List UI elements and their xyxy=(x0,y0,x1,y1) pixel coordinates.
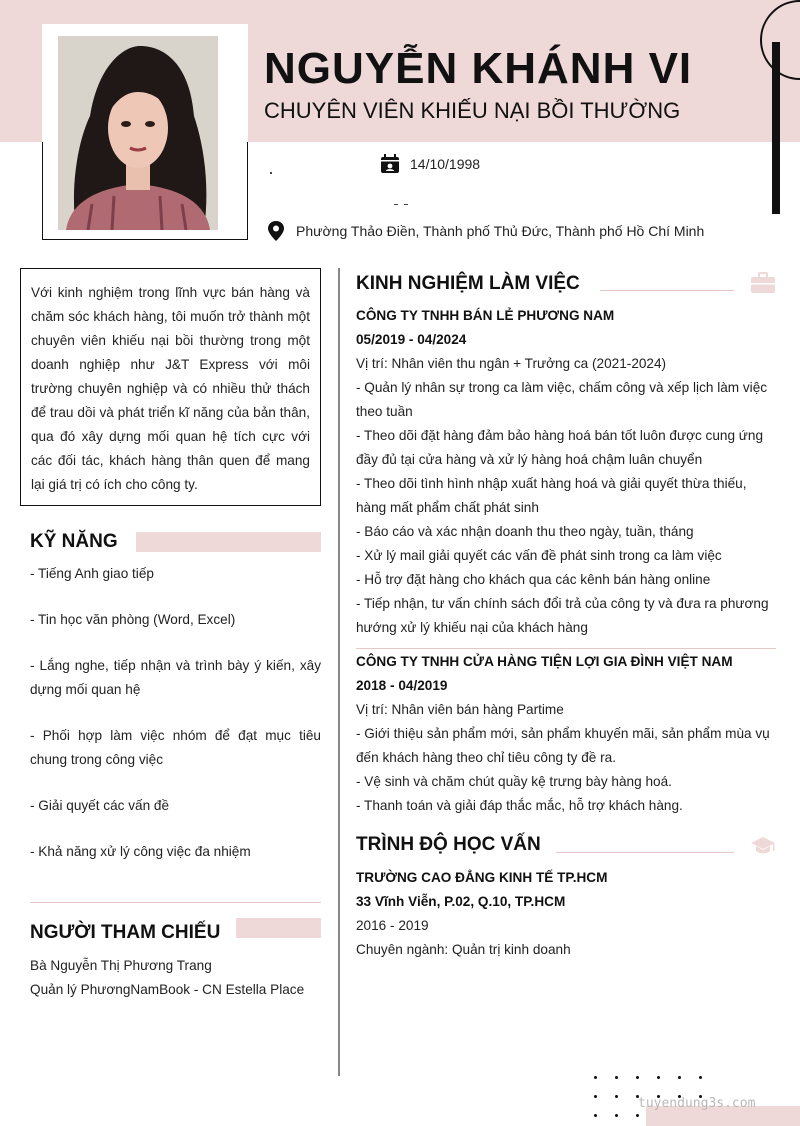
job-company: CÔNG TY TNHH BÁN LẺ PHƯƠNG NAM xyxy=(356,308,615,323)
job-divider xyxy=(356,648,776,649)
skill-item: - Giải quyết các vấn đề xyxy=(30,798,170,813)
school-major: Chuyên ngành: Quản trị kinh doanh xyxy=(356,942,571,957)
summary-text: Với kinh nghiệm trong lĩnh vực bán hàng và chăm sóc khách hàng, tôi muốn trở thành một chuyên viên khiếu nại bồi thường trong một doanh nghiệp như J&T Express với môi trường chuyên nghiệp và có nhiều thử thách để trau dồi và phát triển kĩ năng của bản thân, qua đó xây dựng mối quan hệ tích cực với các đối tác, khách hàng thân quen để mang lại giá trị có ích cho công ty. xyxy=(31,285,310,492)
experience-heading-line xyxy=(600,290,734,291)
location-pin-icon xyxy=(266,220,286,242)
job-period: 2018 - 04/2019 xyxy=(356,678,448,693)
decorative-dash xyxy=(394,204,398,205)
candidate-name: NGUYỄN KHÁNH VI xyxy=(264,44,693,93)
references-heading: NGƯỜI THAM CHIẾU xyxy=(30,922,221,943)
candidate-title: CHUYÊN VIÊN KHIẾU NẠI BỒI THƯỜNG xyxy=(264,98,681,123)
job-company: CÔNG TY TNHH CỬA HÀNG TIỆN LỢI GIA ĐÌNH VIỆT NAM xyxy=(356,654,733,669)
graduation-cap-icon xyxy=(750,836,776,856)
skills-heading: KỸ NĂNG xyxy=(30,531,118,552)
job-line: - Quản lý nhân sự trong ca làm việc, chấm công và xếp lịch làm việc theo tuần xyxy=(356,380,768,419)
skill-item: - Tiếng Anh giao tiếp xyxy=(30,566,154,581)
skill-item: - Tin học văn phòng (Word, Excel) xyxy=(30,612,236,627)
decorative-dot xyxy=(270,172,272,174)
references-divider xyxy=(30,902,321,903)
address-row xyxy=(266,220,704,242)
column-divider xyxy=(338,268,340,1076)
references-block xyxy=(30,954,321,1002)
skill-item: - Phối hợp làm việc nhóm để đạt mục tiêu chung trong công việc xyxy=(30,728,321,767)
address-text: Phường Thảo Điền, Thành phố Thủ Đức, Thành phố Hồ Chí Minh xyxy=(296,223,705,239)
job-line: - Theo dõi đặt hàng đảm bảo hàng hoá bán tốt luôn được cung ứng đầy đủ tại cửa hàng và xử lý hàng hoá chậm luân chuyển xyxy=(356,428,764,467)
school-address: 33 Vĩnh Viễn, P.02, Q.10, TP.HCM xyxy=(356,894,566,909)
job-line: - Báo cáo và xác nhận doanh thu theo ngày, tuần, tháng xyxy=(356,524,694,539)
watermark: tuyendung3s.com xyxy=(638,1096,756,1111)
job-entry xyxy=(356,304,776,640)
job-line: - Xử lý mail giải quyết các vấn đề phát sinh trong ca làm việc xyxy=(356,548,722,563)
experience-heading: KINH NGHIỆM LÀM VIỆC xyxy=(356,273,580,294)
birthdate-text: 14/10/1998 xyxy=(410,156,481,172)
job-line: - Tiếp nhận, tư vấn chính sách đổi trả của công ty và đưa ra phương hướng xử lý khiếu nại của khách hàng xyxy=(356,596,769,635)
job-line: - Vệ sinh và chăm chút quầy kệ trưng bày hàng hoá. xyxy=(356,774,672,789)
job-line: - Hỗ trợ đặt hàng cho khách qua các kênh bán hàng online xyxy=(356,572,711,587)
reference-position: Quản lý PhươngNamBook - CN Estella Place xyxy=(30,982,305,997)
skills-list xyxy=(30,562,321,886)
education-entry xyxy=(356,866,776,962)
calendar-icon xyxy=(380,154,400,174)
birthdate-row xyxy=(380,154,480,174)
job-line: Vị trí: Nhân viên thu ngân + Trưởng ca (2021-2024) xyxy=(356,356,667,371)
job-entry xyxy=(356,650,776,818)
education-heading-line xyxy=(556,852,734,853)
school-years: 2016 - 2019 xyxy=(356,918,429,933)
skill-item: - Khả năng xử lý công việc đa nhiệm xyxy=(30,844,251,859)
skill-item: - Lắng nghe, tiếp nhận và trình bày ý kiến, xây dựng mối quan hệ xyxy=(30,658,321,697)
job-line: - Theo dõi tình hình nhập xuất hàng hoá và giải quyết thừa thiếu, hàng mất phẩm chất phát sinh xyxy=(356,476,747,515)
portrait-illustration xyxy=(58,36,218,230)
decorative-bar xyxy=(772,42,780,214)
profile-photo xyxy=(58,36,218,230)
skills-heading-bar xyxy=(136,532,321,552)
job-line: - Giới thiệu sản phẩm mới, sản phẩm khuyến mãi, sản phẩm mùa vụ đến khách hàng theo chỉ tiêu công ty đề ra. xyxy=(356,726,770,765)
references-heading-bar xyxy=(236,918,321,938)
job-period: 05/2019 - 04/2024 xyxy=(356,332,467,347)
reference-name: Bà Nguyễn Thị Phương Trang xyxy=(30,958,212,973)
education-heading: TRÌNH ĐỘ HỌC VẤN xyxy=(356,834,541,855)
briefcase-icon xyxy=(750,272,776,294)
job-line: Vị trí: Nhân viên bán hàng Partime xyxy=(356,702,564,717)
job-line: - Thanh toán và giải đáp thắc mắc, hỗ trợ khách hàng. xyxy=(356,798,683,813)
decorative-dash xyxy=(404,204,408,205)
school-name: TRƯỜNG CAO ĐẲNG KINH TẾ TP.HCM xyxy=(356,870,608,885)
summary-box xyxy=(20,268,321,506)
